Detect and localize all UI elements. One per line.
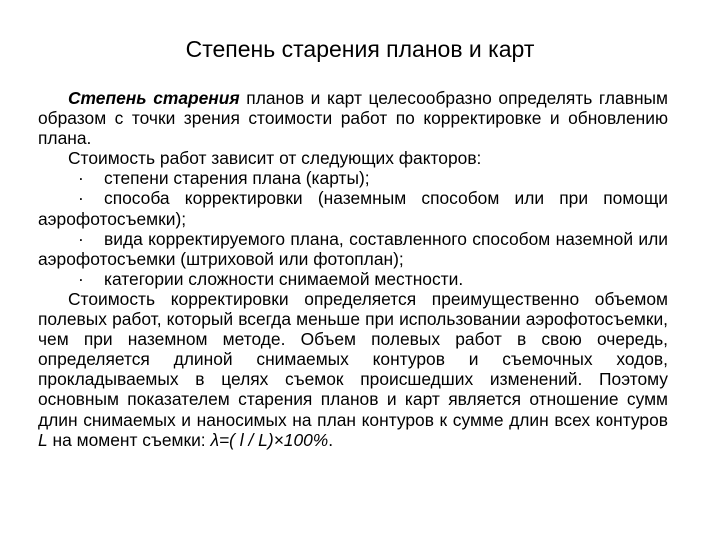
- slide-title: Степень старения планов и карт: [185, 36, 535, 62]
- bullet-marker: ·: [78, 268, 84, 289]
- paragraph-cost-end: .: [328, 429, 334, 450]
- list-item: [38, 229, 668, 269]
- paragraph-cost-mid: на момент съемки:: [47, 429, 211, 450]
- bullet-marker: ·: [78, 228, 84, 249]
- slide-body: [38, 88, 668, 450]
- list-item: [38, 188, 668, 228]
- formula: λ=( l / L)×100%: [210, 429, 329, 450]
- list-item-text: степени старения плана (карты);: [104, 168, 370, 189]
- paragraph-factors-text: Стоимость работ зависит от следующих факторов:: [68, 148, 482, 169]
- paragraph-intro-text: планов и карт целесообразно определять главным образом с точки зрения стоимости работ по корректировке и обновлению плана.: [38, 88, 669, 149]
- paragraph-cost: [38, 289, 668, 450]
- variable-L: L: [38, 429, 48, 450]
- emphasis-term: Степень старения: [68, 88, 240, 108]
- paragraph-cost-text: Стоимость корректировки определяется преимущественно объемом полевых работ, который всегда меньше при использовании аэрофотосъемки, чем при наземном методе. Объем полевых работ в свою очередь, определяется длиной снимаемых контуров и съемочных ходов, прокладываемых в целях съемок происшедших изменений. Поэтому основным показателем старения планов и карт является отношение сумм длин снимаемых и наносимых на план контуров к сумме длин всех контуров: [38, 288, 668, 430]
- bullet-marker: ·: [78, 168, 84, 189]
- list-item: [38, 269, 668, 289]
- bullet-marker: ·: [78, 188, 84, 209]
- list-item-text: вида корректируемого плана, составленного способом наземной или аэрофотосъемки (штриховой или фотоплан);: [38, 228, 668, 269]
- paragraph-intro: [38, 88, 668, 148]
- list-item-text: способа корректировки (наземным способом или при помощи аэрофотосъемки);: [38, 188, 668, 229]
- list-item: [38, 168, 668, 188]
- list-item-text: категории сложности снимаемой местности.: [104, 268, 464, 289]
- paragraph-factors-lead: [38, 148, 668, 168]
